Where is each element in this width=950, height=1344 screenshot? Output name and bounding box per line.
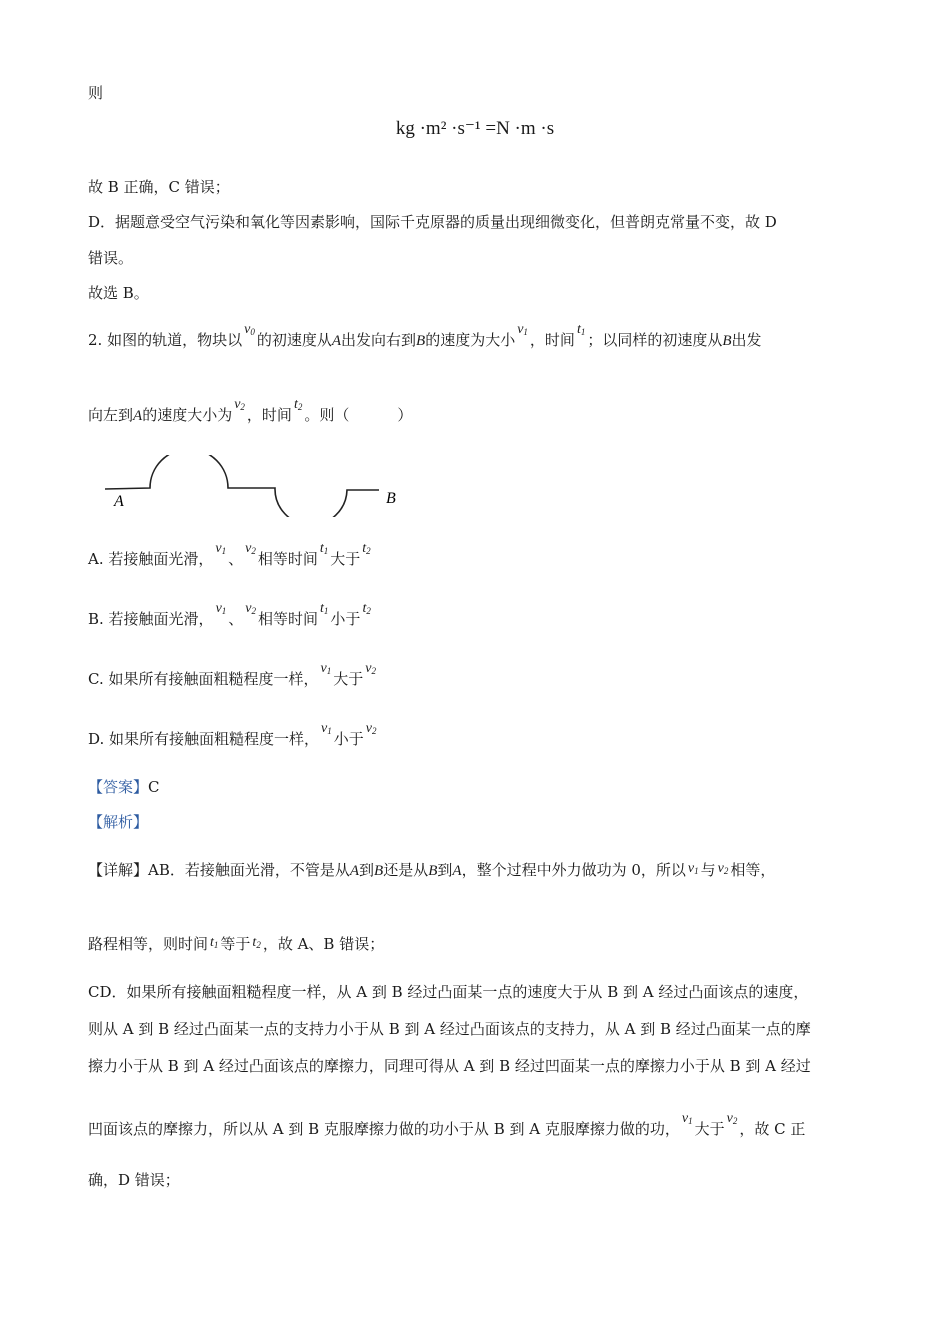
point-b: B [428, 863, 438, 879]
option-text: 小于 [333, 730, 364, 748]
option-text: 大于 [333, 670, 364, 688]
var-t2: $t_2$ [362, 541, 371, 556]
option-text: D. 如果所有接触面粗糙程度一样， [88, 730, 320, 748]
option-text: C. 如果所有接触面粗糙程度一样， [88, 670, 319, 688]
exp-text: ，故 A、B 错误； [262, 935, 385, 953]
exp-text: ，故 C 正 [739, 1120, 806, 1138]
exp-text: 等于 [220, 935, 251, 953]
var-v2: $v_2$ [365, 721, 377, 736]
point-b: B [416, 333, 426, 349]
q-text: 的速度大小为 [142, 406, 233, 424]
var-t1: $t_1$ [576, 322, 586, 337]
option-b[interactable] [88, 601, 373, 633]
option-text: 相等时间 [257, 550, 318, 568]
option-text: 、 [228, 610, 244, 628]
answer-line [88, 777, 160, 797]
var-v1: $v_1$ [681, 1111, 693, 1126]
text-choose-b: 故选 B。 [88, 284, 149, 302]
q-text: ，时间 [246, 406, 292, 424]
explain-line-5: 擦力小于从 B 到 A 经过凸面该点的摩擦力，同理可得从 A 到 B 经过凹面某一点的摩擦力小于从 B 到 A 经过 [88, 1057, 811, 1075]
exp-text: 到 [359, 861, 375, 879]
track-label-a: A [114, 493, 124, 510]
point-a: A [331, 333, 341, 349]
q-text: 出发向右到 [341, 331, 417, 349]
explain-line-6 [88, 1111, 806, 1143]
exp-text: 还是从 [383, 861, 429, 879]
explain-line-3: CD．如果所有接触面粗糙程度一样，从 A 到 B 经过凸面某一点的速度大于从 B 到 A 经过凸面该点的速度， [88, 983, 809, 1001]
var-v1: $v_1$ [687, 861, 699, 876]
exp-text: 【详解】AB．若接触面光滑，不管是从 [88, 861, 350, 879]
point-a: A [133, 408, 143, 424]
point-b: B [374, 863, 384, 879]
var-v1: $v_1$ [320, 661, 332, 676]
explain-line-4: 则从 A 到 B 经过凸面某一点的支持力小于从 B 到 A 经过凸面该点的支持力，从 A 到 B 经过凸面某一点的摩 [88, 1020, 811, 1038]
exp-text: ，整个过程中外力做功为 0，所以 [461, 861, 686, 879]
explain-line-1 [88, 860, 775, 884]
q-text: ，时间 [529, 331, 575, 349]
var-v2: $v_2$ [234, 397, 245, 412]
var-v1: $v_1$ [517, 322, 528, 337]
text-b-correct: 故 B 正确，C 错误； [88, 178, 230, 196]
point-a: A [349, 863, 360, 879]
q-text: 向左到 [88, 406, 134, 424]
option-text: 相等时间 [258, 610, 319, 628]
var-v2: $v_2$ [245, 541, 256, 556]
var-t2: $t_2$ [293, 397, 303, 412]
option-text: 、 [228, 550, 244, 568]
option-d[interactable] [88, 721, 378, 753]
question-line-1 [88, 322, 762, 354]
answer-value: C [148, 778, 160, 796]
answer-label: 【答案】 [88, 778, 149, 796]
q-text: 出发 [731, 331, 762, 349]
exp-text: 路程相等，则时间 [88, 935, 209, 953]
unit-formula: kg ·m² ·s⁻¹ =N ·m ·s [395, 118, 555, 139]
point-a: A [452, 863, 462, 879]
var-t2: $t_2$ [362, 601, 371, 616]
var-v1: $v_1$ [321, 721, 332, 736]
var-t1: $t_1$ [319, 541, 329, 556]
text-d-line1: D．据题意受空气污染和氧化等因素影响，国际千克原器的质量出现细微变化，但普朗克常量不变，故 D [88, 213, 777, 231]
option-a[interactable] [88, 541, 373, 573]
track-path [105, 455, 379, 517]
var-v2: $v_2$ [717, 861, 729, 876]
exp-text: 到 [437, 861, 453, 879]
analysis-label: 【解析】 [88, 813, 149, 831]
option-c[interactable] [88, 661, 378, 693]
option-text: 大于 [330, 550, 361, 568]
explain-line-2 [88, 934, 384, 958]
q-text: 的初速度从 [256, 331, 332, 349]
text-ze: 则 [88, 84, 104, 102]
track-figure [100, 455, 420, 517]
var-t1: $t_1$ [320, 601, 329, 616]
var-v1: $v_1$ [215, 601, 227, 616]
option-text: B. 若接触面光滑， [88, 610, 214, 628]
var-t2: $t_2$ [252, 935, 261, 950]
exp-text: 凹面该点的摩擦力，所以从 A 到 B 克服摩擦力做的功小于从 B 到 A 克服摩擦力做的功， [88, 1120, 680, 1138]
point-b: B [722, 333, 732, 349]
q-text: ） [397, 406, 413, 424]
var-v2: $v_2$ [245, 601, 257, 616]
exp-text: 与 [700, 861, 716, 879]
q-text: 的速度为大小 [425, 331, 516, 349]
exp-text: 相等， [730, 861, 776, 879]
q-text: 2. 如图的轨道，物块以 [88, 331, 243, 349]
question-line-2 [88, 397, 413, 429]
var-v2: $v_2$ [365, 661, 376, 676]
text-d-line2: 错误。 [88, 249, 134, 267]
q-text: ；以同样的初速度从 [587, 331, 723, 349]
var-v0: $v_0$ [244, 322, 255, 337]
q-text: 。则（ [304, 406, 350, 424]
option-text: 小于 [330, 610, 361, 628]
var-t1: $t_1$ [210, 935, 219, 950]
track-label-b: B [386, 490, 396, 507]
var-v2: $v_2$ [726, 1111, 738, 1126]
var-v1: $v_1$ [215, 541, 227, 556]
option-text: A. 若接触面光滑， [88, 550, 214, 568]
explain-line-7: 确，D 错误； [88, 1171, 180, 1189]
exp-text: 大于 [694, 1120, 725, 1138]
